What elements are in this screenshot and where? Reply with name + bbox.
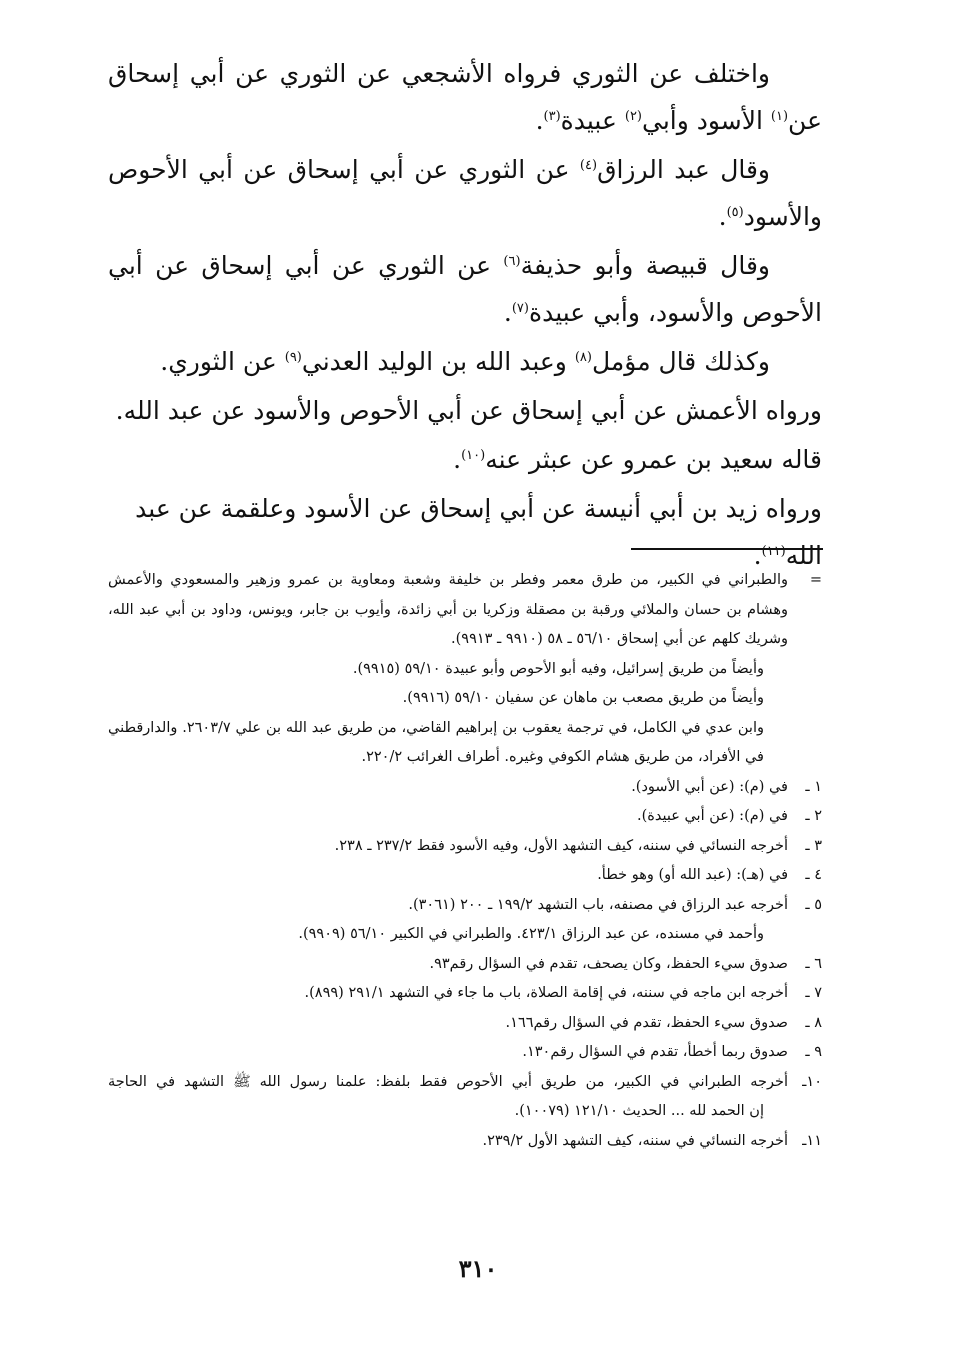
footnote-continuation-1: = والطبراني في الكبير، من طرق معمر وفطر بن خليفة وشعبة ومعاوية بن عمرو وزهير والمسعودي والأعمش وهشام بن حسان والملائي ورقبة بن مصقلة وزكريا بن أبي زائدة، وأيوب بن جابر، ويونس، وداود بن أبي عبد الله، وشريك كلهم عن أبي إسحاق ٥٦/١٠ ـ ٥٨ (٩٩١٠ ـ ٩٩١٣). [108, 566, 822, 655]
footnote-ref-8[interactable]: (٨) [574, 350, 592, 365]
footnote-5-continued: وأحمد في مسنده، عن عبد الرزاق ٤٢٣/١. والطبراني في الكبير ٥٦/١٠ (٩٩٠٩). [298, 926, 764, 942]
footnote-8: ٨ ـ صدوق سيء الحفظ، تقدم في السؤال رقم١٦٦. [108, 1009, 822, 1039]
footnotes [108, 566, 822, 1156]
footnote-number: ١٠ـ [802, 1073, 822, 1090]
continuation-mark: = [809, 572, 822, 588]
paragraph-5: ورواه الأعمش عن أبي إسحاق عن أبي الأحوص والأسود عن عبد الله. [115, 396, 822, 425]
footnote-ref-5[interactable]: (٥) [726, 205, 744, 220]
footnote-number: ٧ ـ [805, 985, 822, 1001]
footnote-continuation-2: وأيضاً من طريق إسرائيل، وفيه أبو الأحوص وأبو عبيدة ٥٩/١٠ (٩٩١٥). [352, 660, 764, 677]
footnote-5: ٥ ـ أخرجه عبد الرزاق في مصنفه، باب التشهد ١٩٩/٢ ـ ٢٠٠ (٣٠٦١). [108, 891, 822, 921]
footnote-9: ٩ ـ صدوق ربما أخطأ، تقدم في السؤال رقم١٣٠. [108, 1038, 822, 1068]
footnote-10: ١٠ـ أخرجه الطبراني في الكبير، من طريق أبي الأحوص فقط بلفظ: علمنا رسول الله ﷺ التشهد في الحاجة [108, 1068, 822, 1098]
footnote-4: ٤ ـ في (هـ): (عبد الله أو) وهو خطأ. [108, 861, 822, 891]
footnote-7: ٧ ـ أخرجه ابن ماجه في سننه، في إقامة الصلاة، باب ما جاء في التشهد ٢٩١/١ (٨٩٩). [108, 979, 822, 1009]
footnote-divider [631, 548, 823, 550]
footnote-11: ١١ـ أخرجه النسائي في سننه، كيف التشهد الأول ٢٣٩/٢. [108, 1127, 822, 1157]
footnote-number: ٦ ـ [805, 955, 822, 972]
footnote-ref-1[interactable]: (١) [770, 109, 789, 124]
main-text [108, 50, 822, 581]
paragraph-7: ورواه زيد بن أبي أنيسة عن أبي إسحاق عن الأسود وعلقمة عن عبد الله$^{(١١)}$. [135, 494, 822, 570]
footnote-6: ٦ ـ صدوق سيء الحفظ، وكان يصحف، تقدم في السؤال رقم٩٣. [108, 950, 822, 980]
footnote-number: ٨ ـ [805, 1014, 822, 1031]
footnote-ref-6[interactable]: (٦) [503, 254, 521, 269]
footnote-ref-4[interactable]: (٤) [579, 158, 598, 173]
paragraph-6: قاله سعيد بن عمرو عن عبثر عنه$^{(١٠)}$. [453, 445, 822, 474]
footnote-number: ١١ـ [802, 1132, 822, 1149]
footnote-ref-7[interactable]: (٧) [511, 301, 529, 316]
footnote-number: ٤ ـ [805, 867, 822, 883]
paragraph-2: وقال عبد الرزاق$^{(٤)}$ عن الثوري عن أبي إسحاق عن أبي الأحوص والأسود$^{(٥)}$. [108, 155, 822, 231]
footnote-continuation-3: وأيضاً من طريق مصعب بن ماهان عن سفيان ٥٩/١٠ (٩٩١٦). [402, 690, 764, 706]
footnote-ref-9[interactable]: (٩) [284, 350, 302, 365]
footnote-ref-2[interactable]: (٢) [624, 109, 642, 124]
footnote-number: ٩ ـ [805, 1044, 822, 1060]
footnote-3: ٣ ـ أخرجه النسائي في سننه، كيف التشهد الأول، وفيه الأسود فقط ٢٣٧/٢ ـ ٢٣٨. [108, 832, 822, 862]
page-number: ٣١٠ [458, 1254, 498, 1283]
footnote-number: ١ ـ [805, 778, 822, 795]
footnote-1: ١ ـ في (م): (عن أبي الأسود). [108, 773, 822, 803]
footnote-10-continued: إن الحمد لله ... الحديث ١٢١/١٠ (١٠٠٧٩). [514, 1103, 764, 1119]
footnote-number: ٢ ـ [805, 808, 822, 824]
footnote-number: ٣ ـ [805, 837, 822, 854]
footnote-ref-10[interactable]: (١٠) [461, 448, 486, 463]
footnote-continuation-4: وابن عدي في الكامل، في ترجمة يعقوب بن إبراهيم القاضي، من طريق عبد الله بن علي ٢٦٠٣/٧. والدارقطني في الأفراد، من طريق هشام الكوفي وغيره. أطراف الغرائب ٢٢٠/٢. [108, 719, 764, 765]
footnote-number: ٥ ـ [805, 896, 822, 913]
paragraph-3: وقال قبيصة وأبو حذيفة$^{(٦)}$ عن الثوري عن أبي إسحاق عن أبي الأحوص والأسود، وأبي عبيدة$^{(٧)}$. [108, 251, 822, 327]
paragraph-1: واختلف عن الثوري فرواه الأشجعي عن الثوري عن أبي إسحاق عن$^{(١)}$ الأسود وأبي$^{(٢)}$ عبيدة$^{(٣)}$. [108, 59, 822, 135]
footnote-ref-11[interactable]: (١١) [761, 544, 786, 559]
footnote-ref-3[interactable]: (٣) [543, 109, 561, 124]
paragraph-4: وكذلك قال مؤمل$^{(٨)}$ وعبد الله بن الوليد العدني$^{(٩)}$ عن الثوري. [160, 347, 770, 376]
footnote-2: ٢ ـ في (م): (عن أبي عبيدة). [108, 802, 822, 832]
